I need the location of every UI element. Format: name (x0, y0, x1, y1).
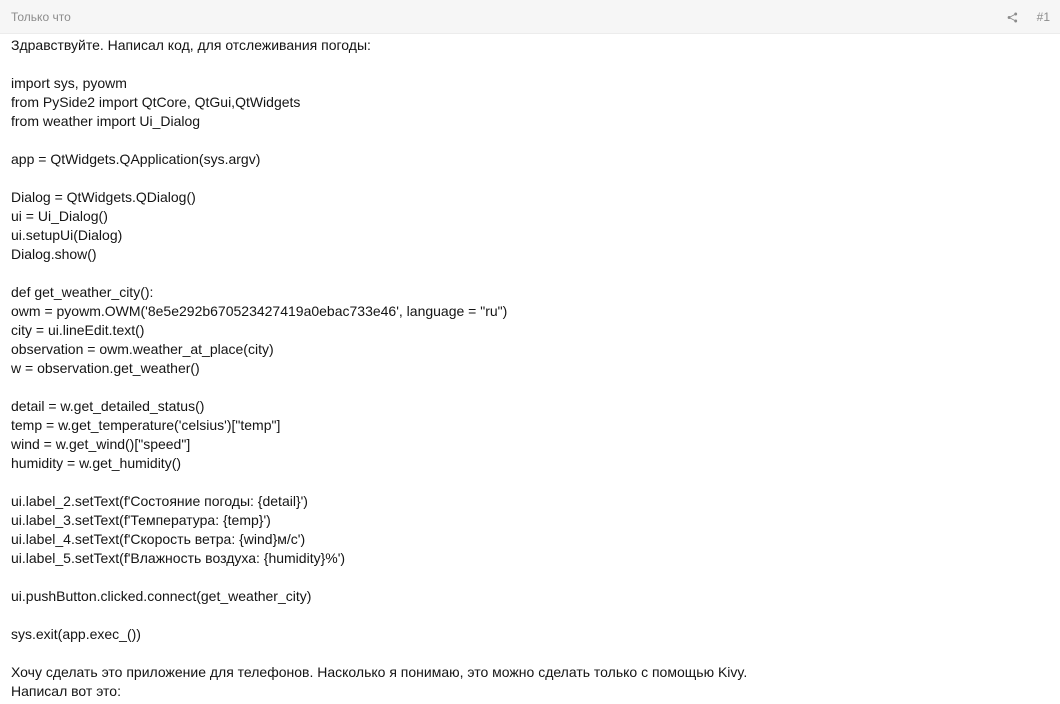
post-body (11, 36, 1050, 701)
post-text-line: Dialog.show() (11, 246, 97, 262)
post-text-line: ui.pushButton.clicked.connect(get_weather_city) (11, 588, 312, 604)
share-icon[interactable] (1006, 10, 1020, 24)
post-text-line: ui = Ui_Dialog() (11, 208, 108, 224)
post-text-line (11, 606, 1050, 625)
post-text-line: ui.label_2.setText(f'Состояние погоды: {detail}') (11, 493, 308, 509)
post-text-line (11, 473, 1050, 492)
post-text-line: Хочу сделать это приложение для телефонов. Насколько я понимаю, это можно сделать только с помощью Kivy. (11, 664, 748, 680)
post-actions (1006, 9, 1050, 25)
post-text-line (11, 644, 1050, 663)
post-text-line: sys.exit(app.exec_()) (11, 626, 141, 642)
post-text-line: detail = w.get_detailed_status() (11, 398, 205, 414)
post-text-line (11, 378, 1050, 397)
post-text-line: ui.label_5.setText(f'Влажность воздуха: {humidity}%') (11, 550, 346, 566)
post-number-link[interactable]: #1 (1036, 9, 1050, 24)
post-header (0, 0, 1060, 34)
post-text-line: from PySide2 import QtCore, QtGui,QtWidgets (11, 94, 301, 110)
post-text-line: ui.label_4.setText(f'Скорость ветра: {wind}м/с') (11, 531, 306, 547)
post-text-line (11, 131, 1050, 150)
post-text-line: wind = w.get_wind()["speed"] (11, 436, 191, 452)
post-text-line: Здравствуйте. Написал код, для отслеживания погоды: (11, 37, 371, 53)
post-text-line: ui.label_3.setText(f'Температура: {temp}') (11, 512, 271, 528)
post-text-line: observation = owm.weather_at_place(city) (11, 341, 274, 357)
post-text-line: Dialog = QtWidgets.QDialog() (11, 189, 196, 205)
post-text-line (11, 169, 1050, 188)
post-text-line: import sys, pyowm (11, 75, 127, 91)
post-text-line: w = observation.get_weather() (11, 360, 200, 376)
post-date-link[interactable]: Только что (11, 10, 71, 24)
post-text-line: from weather import Ui_Dialog (11, 113, 201, 129)
post-text-line: app = QtWidgets.QApplication(sys.argv) (11, 151, 261, 167)
post-text-line: ui.setupUi(Dialog) (11, 227, 123, 243)
post-text-line (11, 568, 1050, 587)
post-text-line: humidity = w.get_humidity() (11, 455, 182, 471)
post-text-line: Написал вот это: (11, 683, 121, 699)
post-text-line: owm = pyowm.OWM('8e5e292b670523427419a0ebac733e46', language = "ru") (11, 303, 508, 319)
post-text-line: city = ui.lineEdit.text() (11, 322, 145, 338)
post-text-line: temp = w.get_temperature('celsius')["temp"] (11, 417, 281, 433)
post-text-line: def get_weather_city(): (11, 284, 154, 300)
post-text-line (11, 55, 1050, 74)
post-text-line (11, 264, 1050, 283)
share-icon-graphic (1007, 12, 1018, 23)
